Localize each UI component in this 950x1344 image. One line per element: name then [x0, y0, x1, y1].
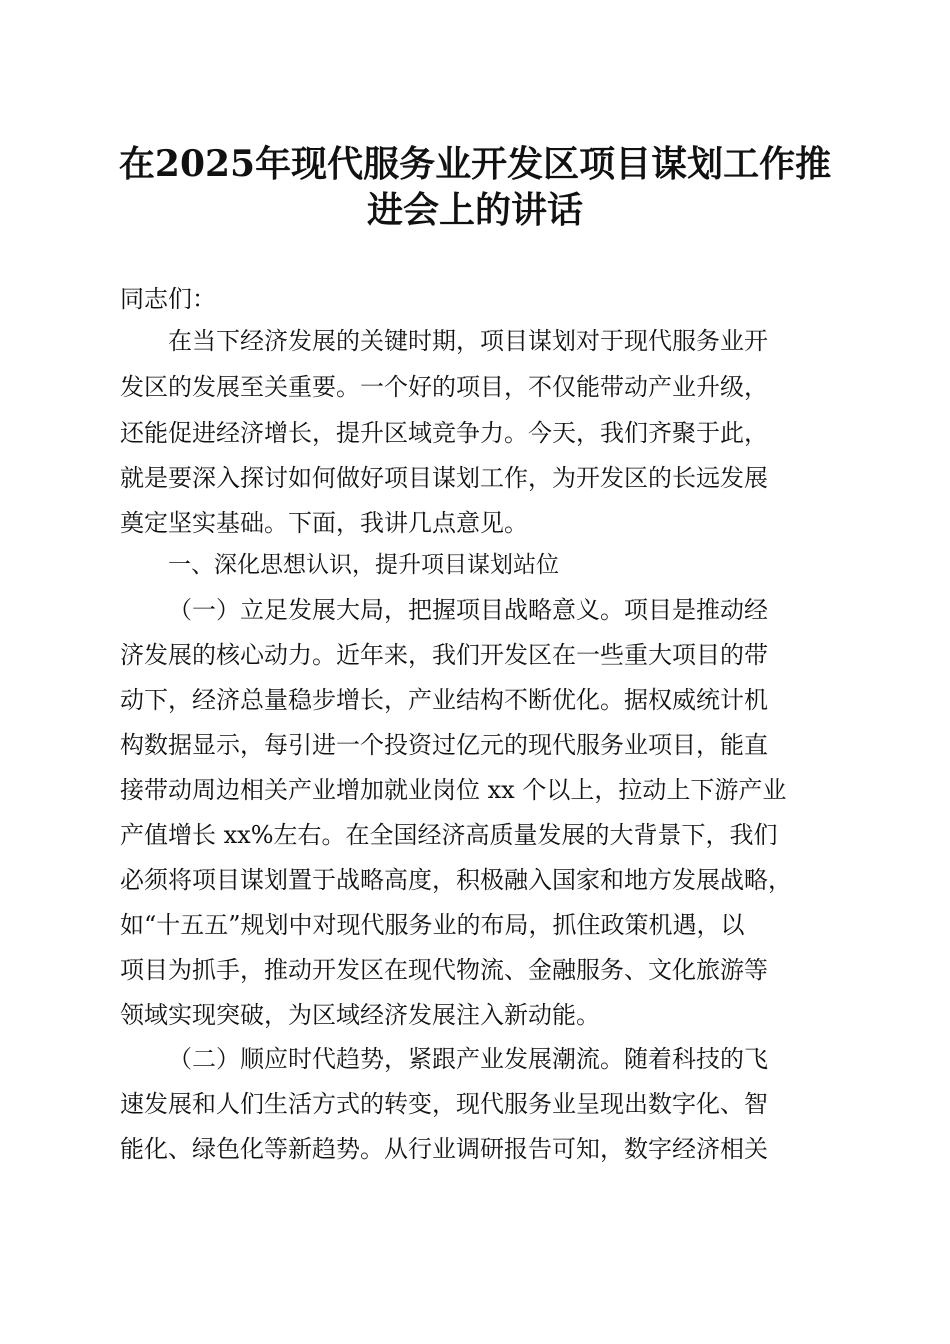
paragraph-line: 必须将项目谋划置于战略高度，积极融入国家和地方发展战略， — [120, 866, 792, 894]
paragraph-line: 还能促进经济增长，提升区域竞争力。今天，我们齐聚于此， — [120, 419, 768, 447]
paragraph-line: 产值增长 xx%左右。在全国经济高质量发展的大背景下，我们 — [120, 821, 778, 849]
paragraph-line: 在当下经济发展的关键时期，项目谋划对于现代服务业开 — [168, 327, 768, 355]
paragraph-line: 项目为抓手，推动开发区在现代物流、金融服务、文化旅游等 — [120, 956, 768, 984]
paragraph-line: 速发展和人们生活方式的转变，现代服务业呈现出数字化、智 — [120, 1090, 768, 1118]
paragraph-line: 动下，经济总量稳步增长，产业结构不断优化。据权威统计机 — [120, 686, 768, 714]
document-title-line-2: 进会上的讲话 — [366, 189, 583, 231]
salutation: 同志们： — [120, 285, 216, 313]
paragraph-line: （一）立足发展大局，把握项目战略意义。项目是推动经 — [168, 596, 768, 624]
paragraph-line: 接带动周边相关产业增加就业岗位 xx 个以上，拉动上下游产业 — [120, 776, 787, 804]
paragraph-line: 如“十五五”规划中对现代服务业的布局，抓住政策机遇，以 — [120, 911, 745, 939]
paragraph-line: 领域实现突破，为区域经济发展注入新动能。 — [120, 1001, 600, 1029]
paragraph-line: 济发展的核心动力。近年来，我们开发区在一些重大项目的带 — [120, 641, 768, 669]
paragraph-line: 发区的发展至关重要。一个好的项目，不仅能带动产业升级， — [120, 373, 768, 401]
paragraph-line: 就是要深入探讨如何做好项目谋划工作，为开发区的长远发展 — [120, 464, 768, 492]
paragraph-line: 构数据显示，每引进一个投资过亿元的现代服务业项目，能直 — [120, 731, 768, 759]
section-heading: 一、深化思想认识，提升项目谋划站位 — [168, 552, 559, 578]
paragraph-line: 能化、绿色化等新趋势。从行业调研报告可知，数字经济相关 — [120, 1135, 768, 1163]
document-title-line-1: 在2025年现代服务业开发区项目谋划工作推 — [118, 143, 832, 185]
paragraph-line: 奠定坚实基础。下面，我讲几点意见。 — [120, 509, 528, 537]
paragraph-line: （二）顺应时代趋势，紧跟产业发展潮流。随着科技的飞 — [168, 1045, 768, 1073]
